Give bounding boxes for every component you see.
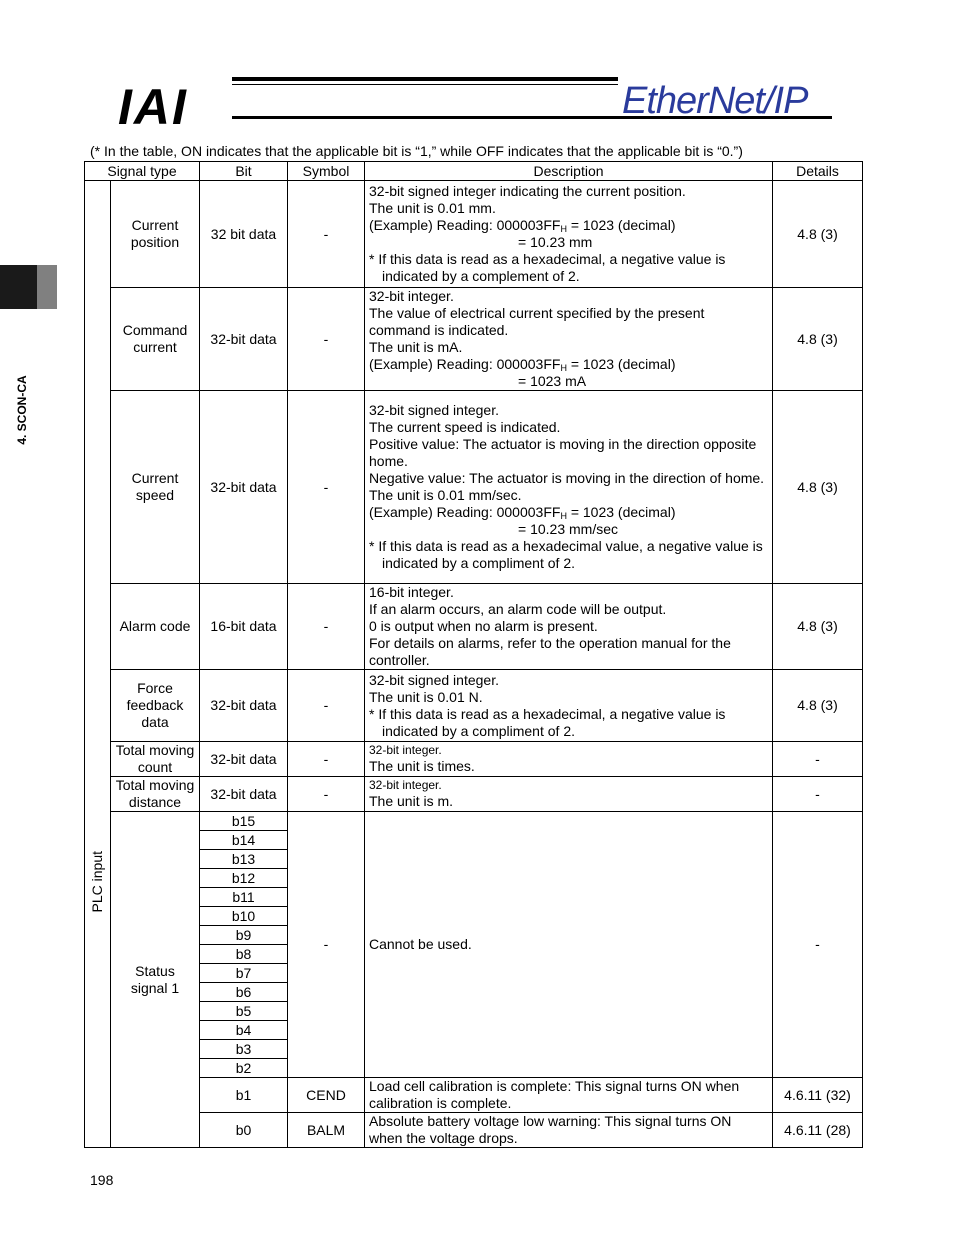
status-bit: b10	[200, 907, 288, 926]
status-bit-row	[85, 1113, 863, 1148]
signal-symbol: -	[288, 777, 365, 812]
signal-bit: 32-bit data	[200, 391, 288, 584]
page-number: 198	[90, 1172, 114, 1188]
signal-description	[365, 391, 773, 584]
status-bit: b13	[200, 850, 288, 869]
signal-bit: 16-bit data	[200, 584, 288, 670]
status-unused-description: Cannot be used.	[365, 812, 773, 1078]
status-bit: b5	[200, 1002, 288, 1021]
signal-details: 4.8 (3)	[773, 181, 863, 288]
desc-line: = 10.23 mm/sec	[518, 521, 618, 537]
status-bit-row	[85, 1078, 863, 1113]
table-row	[85, 288, 863, 391]
signal-name: Current position	[111, 181, 200, 288]
status-symbol: BALM	[288, 1113, 365, 1148]
desc-line: Negative value: The actuator is moving in the direction of home.	[369, 470, 765, 486]
desc-line: = 10.23 mm	[518, 234, 593, 250]
status-bit: b6	[200, 983, 288, 1002]
signal-name: Alarm code	[111, 584, 200, 670]
header-description: Description	[365, 162, 773, 181]
status-bit: b0	[200, 1113, 288, 1148]
table-row	[85, 181, 863, 288]
desc-line: The unit is 0.01 mm/sec.	[369, 487, 522, 503]
desc-line: 16-bit integer.	[369, 584, 454, 600]
desc-line: (Example) Reading: $000003FF_H = 1023$ (decimal)	[369, 356, 676, 373]
desc-line: The unit is 0.01 N.	[369, 688, 483, 705]
signal-name: Total moving distance	[111, 777, 200, 812]
signal-description	[365, 670, 773, 742]
signal-details: -	[773, 777, 863, 812]
desc-line: (Example) Reading: $000003FF_H = 1023$ (decimal)	[369, 504, 676, 521]
desc-line: The unit is mA.	[369, 339, 463, 355]
desc-note: * If this data is read as a hexadecimal, a negative value is indicated by a compliment of 2.	[369, 705, 726, 739]
table-row	[85, 584, 863, 670]
status-bit: b9	[200, 926, 288, 945]
desc-line: The unit is m.	[369, 793, 454, 809]
status-bit: b8	[200, 945, 288, 964]
desc-note: * If this data is read as a hexadecimal value, a negative value is indicated by a compliment of 2.	[369, 538, 763, 571]
signal-details: 4.8 (3)	[773, 584, 863, 670]
table-row	[85, 391, 863, 584]
desc-line: (Example) Reading: $000003FF_H = 1023$ (decimal)	[369, 217, 676, 234]
signal-symbol: -	[288, 181, 365, 288]
desc-line: If an alarm occurs, an alarm code will be output.	[369, 601, 667, 617]
iai-logo: IAI	[118, 79, 188, 135]
status-details: 4.6.11 (32)	[773, 1078, 863, 1113]
signal-symbol: -	[288, 670, 365, 742]
status-description: Absolute battery voltage low warning: This signal turns ON when the voltage drops.	[365, 1113, 773, 1148]
status-bit: b3	[200, 1040, 288, 1059]
group-cell	[85, 181, 111, 1148]
table-header-row	[85, 162, 863, 181]
desc-line: 32-bit signed integer indicating the current position.	[369, 183, 686, 199]
signal-description	[365, 584, 773, 670]
desc-line: The unit is 0.01 mm.	[369, 200, 496, 216]
chapter-tab-dark	[0, 265, 37, 309]
signal-symbol: -	[288, 742, 365, 777]
desc-note: * If this data is read as a hexadecimal, a negative value is indicated by a complement of 2.	[369, 251, 726, 284]
desc-line: 32-bit signed integer.	[369, 402, 499, 418]
signal-symbol: -	[288, 288, 365, 391]
signal-description	[365, 742, 773, 777]
desc-line: = 1023 mA	[518, 373, 587, 389]
table-row	[85, 670, 863, 742]
signal-symbol: -	[288, 584, 365, 670]
group-label: PLC input	[89, 851, 105, 913]
status-bit: b12	[200, 869, 288, 888]
signal-details: -	[773, 742, 863, 777]
desc-line: 0 is output when no alarm is present.	[369, 618, 598, 634]
chapter-tab-gray	[37, 265, 57, 309]
status-bit: b7	[200, 964, 288, 983]
status-unused-symbol: -	[288, 812, 365, 1078]
header-bit: Bit	[200, 162, 288, 181]
signal-details: 4.8 (3)	[773, 391, 863, 584]
header-details: Details	[773, 162, 863, 181]
signal-name: Command current	[111, 288, 200, 391]
status-bit: b2	[200, 1059, 288, 1078]
signal-details: 4.8 (3)	[773, 288, 863, 391]
signal-description	[365, 288, 773, 391]
status-signal-name: Status signal 1	[111, 812, 200, 1148]
signal-name: Total moving count	[111, 742, 200, 777]
desc-line: The value of electrical current specified by the present command is indicated.	[369, 305, 705, 338]
signal-bit: 32-bit data	[200, 742, 288, 777]
status-bit: b11	[200, 888, 288, 907]
ethernet-ip-logo: EtherNet/IP	[622, 80, 808, 122]
desc-line: The unit is times.	[369, 758, 475, 774]
status-bit: b15	[200, 812, 288, 831]
status-bit: b14	[200, 831, 288, 850]
table-note: (* In the table, ON indicates that the applicable bit is “1,” while OFF indicates that the applicable bit is “0.”)	[90, 143, 743, 159]
desc-line: Positive value: The actuator is moving in the direction opposite home.	[369, 436, 757, 469]
status-bit: b1	[200, 1078, 288, 1113]
status-symbol: CEND	[288, 1078, 365, 1113]
table-row	[85, 777, 863, 812]
signal-bit: 32-bit data	[200, 777, 288, 812]
status-bit: b4	[200, 1021, 288, 1040]
desc-line: 32-bit integer.	[369, 778, 442, 792]
signal-details: 4.8 (3)	[773, 670, 863, 742]
table-row	[85, 742, 863, 777]
signal-name: Force feedback data	[111, 670, 200, 742]
signal-bit: 32-bit data	[200, 670, 288, 742]
signal-symbol: -	[288, 391, 365, 584]
status-description: Load cell calibration is complete: This signal turns ON when calibration is complete.	[365, 1078, 773, 1113]
signal-bit: 32-bit data	[200, 288, 288, 391]
header-rule-thin	[232, 84, 618, 85]
desc-line: The current speed is indicated.	[369, 419, 561, 435]
header-rule-top	[232, 77, 618, 81]
header-signal-type: Signal type	[85, 162, 200, 181]
signal-description	[365, 181, 773, 288]
signal-description	[365, 777, 773, 812]
signal-bit: 32 bit data	[200, 181, 288, 288]
desc-line: 32-bit integer.	[369, 288, 454, 304]
status-bit-row	[85, 812, 863, 831]
status-unused-details: -	[773, 812, 863, 1078]
status-details: 4.6.11 (28)	[773, 1113, 863, 1148]
desc-line: 32-bit signed integer.	[369, 671, 499, 688]
signal-table	[84, 161, 863, 1148]
header-symbol: Symbol	[288, 162, 365, 181]
chapter-label: 4. SCON-CA	[15, 375, 29, 445]
desc-line: 32-bit integer.	[369, 743, 442, 757]
signal-name: Current speed	[111, 391, 200, 584]
desc-line: For details on alarms, refer to the operation manual for the controller.	[369, 635, 731, 668]
